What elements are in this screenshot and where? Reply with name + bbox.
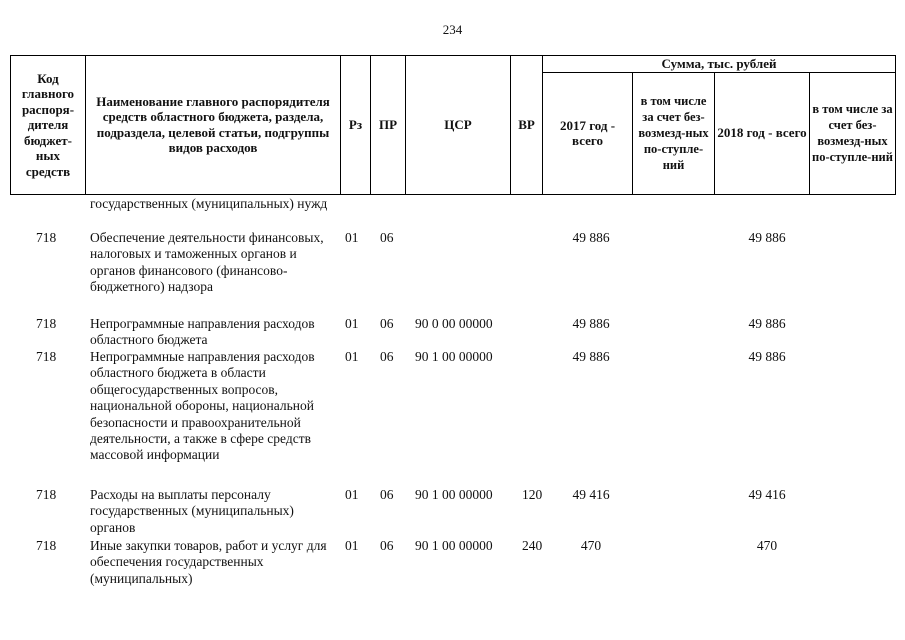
row-code: 718: [36, 230, 57, 245]
header-sum: Сумма, тыс. рублей: [543, 56, 896, 73]
page-number: 234: [442, 22, 463, 37]
row-sum-2017: 49 416: [572, 487, 610, 502]
row-csr: 90 0 00 00000: [415, 316, 493, 331]
row-rz: 01: [345, 230, 359, 245]
row-name: Непрограммные направления расходов областного бюджета в области общегосударственных вопросов, национальной обороны, национальной безопасности и правоохранительной деятельности, а также в сфере средств массовой информации: [90, 349, 315, 463]
row-pr: 06: [380, 538, 394, 553]
row-vr: 120: [522, 487, 543, 502]
row-sum-2018: 49 886: [748, 349, 786, 364]
row-name: Обеспечение деятельности финансовых, налоговых и таможенных органов и органов финансового (финансово-бюджетного) надзора: [90, 230, 324, 295]
row-rz: 01: [345, 538, 359, 553]
row-sum-2017: 470: [580, 538, 602, 553]
header-2018-total: 2018 год - всего: [715, 72, 810, 194]
row-sum-2018: 49 416: [748, 487, 786, 502]
row-pr: 06: [380, 230, 394, 245]
row-pr: 06: [380, 487, 394, 502]
row-sum-2017: 49 886: [572, 316, 610, 331]
row-name: государственных (муниципальных) нужд: [90, 196, 328, 211]
row-sum-2017: 49 886: [572, 349, 610, 364]
row-code: 718: [36, 349, 57, 364]
row-name: Расходы на выплаты персоналу государственных (муниципальных) органов: [90, 487, 294, 535]
row-rz: 01: [345, 316, 359, 331]
header-2017-total: 2017 год - всего: [543, 72, 633, 194]
row-pr: 06: [380, 316, 394, 331]
row-csr: 90 1 00 00000: [415, 487, 493, 502]
header-csr: ЦСР: [406, 56, 511, 195]
table-header: [10, 55, 896, 195]
header-rz: Рз: [341, 56, 371, 195]
row-vr: 240: [522, 538, 543, 553]
row-sum-2018: 470: [756, 538, 778, 553]
row-csr: 90 1 00 00000: [415, 349, 493, 364]
row-name: Непрограммные направления расходов областного бюджета: [90, 316, 315, 348]
row-sum-2017: 49 886: [572, 230, 610, 245]
header-2018-free: в том числе за счет без-возмезд-ных по-ступле-ний: [810, 72, 896, 194]
header-vr: ВР: [511, 56, 543, 195]
row-rz: 01: [345, 349, 359, 364]
row-name: Иные закупки товаров, работ и услуг для обеспечения государственных (муниципальных): [90, 538, 327, 586]
row-sum-2018: 49 886: [748, 316, 786, 331]
row-code: 718: [36, 487, 57, 502]
row-csr: 90 1 00 00000: [415, 538, 493, 553]
row-code: 718: [36, 316, 57, 331]
row-code: 718: [36, 538, 57, 553]
header-code: Код главного распоря-дителя бюджет-ных средств: [11, 56, 86, 195]
row-rz: 01: [345, 487, 359, 502]
header-name: Наименование главного распорядителя средств областного бюджета, раздела, подраздела, целевой статьи, подгруппы видов расходов: [86, 56, 341, 195]
row-sum-2018: 49 886: [748, 230, 786, 245]
header-2017-free: в том числе за счет без-возмезд-ных по-ступле-ний: [633, 72, 715, 194]
row-pr: 06: [380, 349, 394, 364]
header-pr: ПР: [371, 56, 406, 195]
